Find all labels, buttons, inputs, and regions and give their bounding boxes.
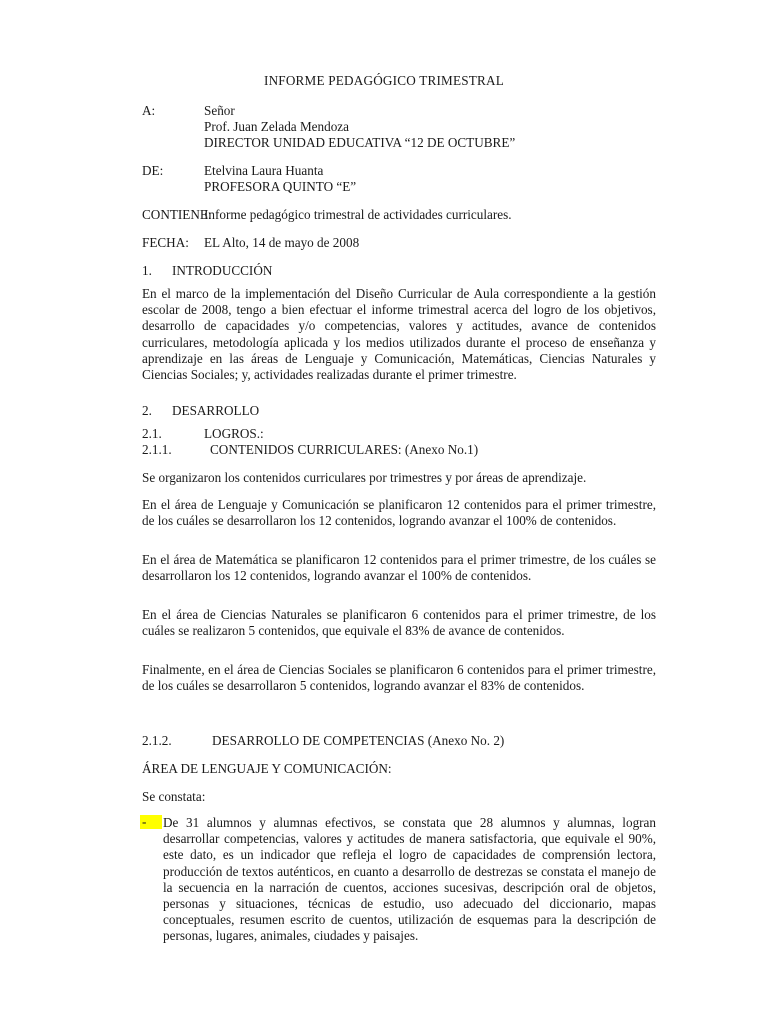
competencies-number: 2.1.2. xyxy=(142,733,172,748)
achievements-heading: LOGROS.: xyxy=(204,426,264,441)
area-heading: ÁREA DE LENGUAJE Y COMUNICACIÓN: xyxy=(142,761,392,776)
paragraph-ciencias-naturales: En el área de Ciencias Naturales se planificaron 6 contenidos para el primer trimestre, de los cuáles se realizaron 5 contenidos, que equivale el 83% de avance de contenidos. xyxy=(142,607,656,639)
recipient-line-1: Señor xyxy=(204,103,235,118)
recipient-line-2: Prof. Juan Zelada Mendoza xyxy=(204,119,350,134)
sender-label: DE: xyxy=(142,163,164,178)
sender-line-1: Etelvina Laura Huanta xyxy=(204,163,324,178)
paragraph-ciencias-sociales: Finalmente, en el área de Ciencias Sociales se planificaron 6 contenidos para el primer trimestre, de los cuáles se desarrollaron 5 contenidos, logrando avanzar el 83% de contenidos. xyxy=(142,662,656,694)
constata-label: Se constata: xyxy=(142,789,206,804)
recipient-line-3: DIRECTOR UNIDAD EDUCATIVA “12 DE OCTUBRE” xyxy=(204,135,516,150)
development-heading: DESARROLLO xyxy=(172,403,260,418)
intro-number: 1. xyxy=(142,263,152,278)
date-label: FECHA: xyxy=(142,235,189,250)
contents-section-number: 2.1.1. xyxy=(142,442,172,457)
contents-label: CONTIENE: xyxy=(142,207,212,222)
contents-section-heading: CONTENIDOS CURRICULARES: (Anexo No.1) xyxy=(210,442,479,457)
competencies-heading: DESARROLLO DE COMPETENCIAS (Anexo No. 2) xyxy=(212,733,505,748)
sender-line-2: PROFESORA QUINTO “E” xyxy=(204,179,357,194)
achievements-number: 2.1. xyxy=(142,426,162,441)
contents-value: Informe pedagógico trimestral de actividades curriculares. xyxy=(204,207,512,222)
bullet-paragraph: De 31 alumnos y alumnas efectivos, se constata que 28 alumnos y alumnas, logran desarrollar competencias, valores y actitudes de manera satisfactoria, que equivale el 90%, este dato, es un indicador que refleja el logro de capacidades de comprensión lectora, producción de textos auténticos, en cuanto a desarrollo de destrezas se constata el manejo de la secuencia en la narración de cuentos, acciones sucesivas, descripción oral de objetos, personas y situaciones, técnicas de estudio, uso adecuado del diccionario, mapas conceptuales, resumen escrito de cuentos, utilización de esquemas para la descripción de personas, lugares, animales, ciudades y paisajes. xyxy=(163,815,656,944)
development-number: 2. xyxy=(142,403,152,418)
paragraph-matematica: En el área de Matemática se planificaron 12 contenidos para el primer trimestre, de los cuáles se desarrollaron los 12 contenidos, logrando avanzar el 100% de contenidos. xyxy=(142,552,656,584)
paragraph-organization: Se organizaron los contenidos curriculares por trimestres y por áreas de aprendizaje. xyxy=(142,470,587,485)
intro-heading: INTRODUCCIÓN xyxy=(172,263,273,278)
intro-paragraph: En el marco de la implementación del Diseño Curricular de Aula correspondiente a la gestión escolar de 2008, tengo a bien efectuar el informe trimestral acerca del logro de los objetivos, desarrollo de capacidades y/o competencias, valores y actitudes, avance de contenidos curriculares, metodología aplicada y los medios utilizados durante el proceso de enseñanza y aprendizaje en las áreas de Lenguaje y Comunicación, Matemáticas, Ciencias Naturales y Ciencias Sociales; y, actividades realizadas durante el primer trimestre. xyxy=(142,286,656,383)
paragraph-lenguaje: En el área de Lenguaje y Comunicación se planificaron 12 contenidos para el primer trimestre, de los cuáles se desarrollaron los 12 contenidos, logrando avanzar el 100% de contenidos. xyxy=(142,497,656,529)
recipient-label: A: xyxy=(142,103,156,118)
highlighted-bullet-marker: - xyxy=(140,815,162,829)
document-title: INFORME PEDAGÓGICO TRIMESTRAL xyxy=(263,73,504,88)
date-value: EL Alto, 14 de mayo de 2008 xyxy=(204,235,360,250)
